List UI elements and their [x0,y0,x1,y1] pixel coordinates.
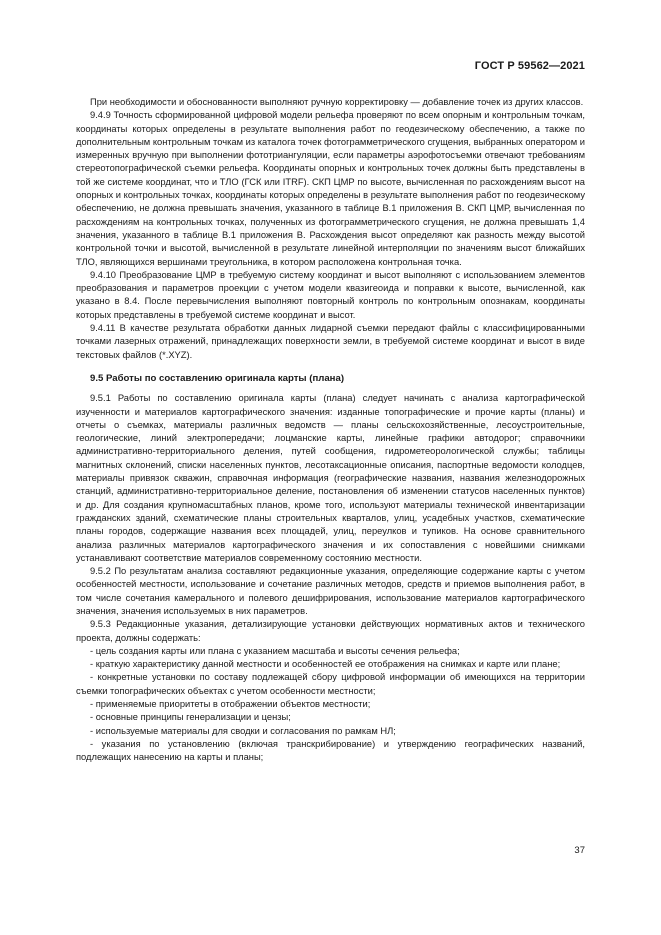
list-item: - используемые материалы для сводки и согласования по рамкам НЛ; [76,725,585,738]
paragraph: 9.4.10 Преобразование ЦМР в требуемую систему координат и высот выполняют с использованием элементов преобразования и параметров проекции с учетом модели квазигеоида и поправки к высоте, вычисленной, как указано в 8.4. После перевычисления выполняют повторный контроль по контрольным опознакам, координаты которых представлены в требуемой системе координат и высот. [76,269,585,320]
paragraph: 9.5.2 По результатам анализа составляют редакционные указания, определяющие содержание карты с учетом особенностей местности, использование и сочетание различных методов, средств и приемов выполнения работ, в том числе сочетания камерального и полевого дешифрирования, использование материалов картографического значения, значения используемых в них параметров. [76,566,585,616]
paragraph: При необходимости и обоснованности выполняют ручную корректировку — добавление точек из других классов. [90,97,584,107]
paragraph: 9.4.9 Точность сформированной цифровой модели рельефа проверяют по всем опорным и контрольным точкам, координаты которых определены в результате выполнения работ по геодезическому обеспечению, а также по дополнительным контрольным точкам из каталога точек фотограмметрического сгущения, выбранных оператором и измеренных вручную при выполнении фототриангуляции, если параметры аэрофотосъемки отвечают требованиям стереотопографической съемки рельефа. Координаты опорных и контрольных точек должны быть представлены в той же системе координат, что и ТЛО (ГСК или ITRF). СКП ЦМР по высоте, вычисленная по расхождениям высот на опорных и контрольных точках, координаты которых определены в результате выполнения работ по геодезическому обеспечению, не должна превышать значения, указанного в таблице В.1 приложения В. СКП ЦМР, вычисленная по расхождениям на контрольных точках, полученных из фотограмметрического сгущения, не должна превышать 1,4 значения, указанного в таблице В.1 приложения В. Расхождения высот определяют как разность между высотой контрольной точки и высотой, вычисленной в результате линейной интерполяции по значениям высот ближайших ТЛО, являющихся вершинами треугольника, в котором расположена контрольная точка. [76,110,585,267]
list-item: - цель создания карты или плана с указанием масштаба и высоты сечения рельефа; [76,645,585,658]
paragraph: 9.5.1 Работы по составлению оригинала карты (плана) следует начинать с анализа картографической изученности и материалов картографического значения: изданные топографические и прочие карты (планы) и отчеты о съемках, материалы различных ведомств — планы сельскохозяйственные, лесоустроительные, геологические, линий электропередачи; лоцманские карты, линейные графики автодорог; справочники административно-территориального деления, путей сообщения, гидрометеорологической службы; таблицы магнитных склонений, списки населенных пунктов, лесотаксационные описания, паспортные ведомости колодцев, материалы привязок скважин, справочная информация (географические названия, названия железнодорожных станций, административно-территориальное деление, постановления об изменении статусов населенных пунктов) и др. Для создания крупномасштабных планов, кроме того, используют материалы технической инвентаризации гражданских зданий, схематические планы строительных кварталов, улиц, усадебных участков, схематические планы городов, содержащие названия всех площадей, улиц, переулков и тупиков. На основе сравнительного анализа различных материалов картографического значения и их сопоставления с новейшими снимками устанавливают соответствие материалов современному состоянию местности. [76,393,585,563]
list-item: - основные принципы генерализации и цензы; [76,711,585,724]
list-item: - указания по установлению (включая транскрибирование) и утверждению географических названий, подлежащих нанесению на карты и планы; [76,738,585,765]
list-item: - конкретные установки по составу подлежащей сбору цифровой информации об имеющихся на территории съемки топографических объектах с учетом особенности местности; [76,671,585,698]
paragraph: 9.4.11 В качестве результата обработки данных лидарной съемки передают файлы с классифицированными точками лазерных отражений, принадлежащих поверхности земли, в требуемой системе координат и высот в виде текстовых файлов (*.XYZ). [76,323,585,360]
section-heading: 9.5 Работы по составлению оригинала карты (плана) [90,372,345,384]
spacer [76,362,585,372]
paragraph: 9.5.3 Редакционные указания, детализирующие установки действующих нормативных актов и технического проекта, должны содержать: [76,619,585,643]
page-body [76,96,585,765]
list-item: - применяемые приоритеты в отображении объектов местности; [76,698,585,711]
list-item: - краткую характеристику данной местности и особенностей ее отображения на снимках и карте или плане; [76,658,585,671]
page-number: 37 [574,845,585,856]
document-designation: ГОСТ Р 59562—2021 [474,60,585,72]
